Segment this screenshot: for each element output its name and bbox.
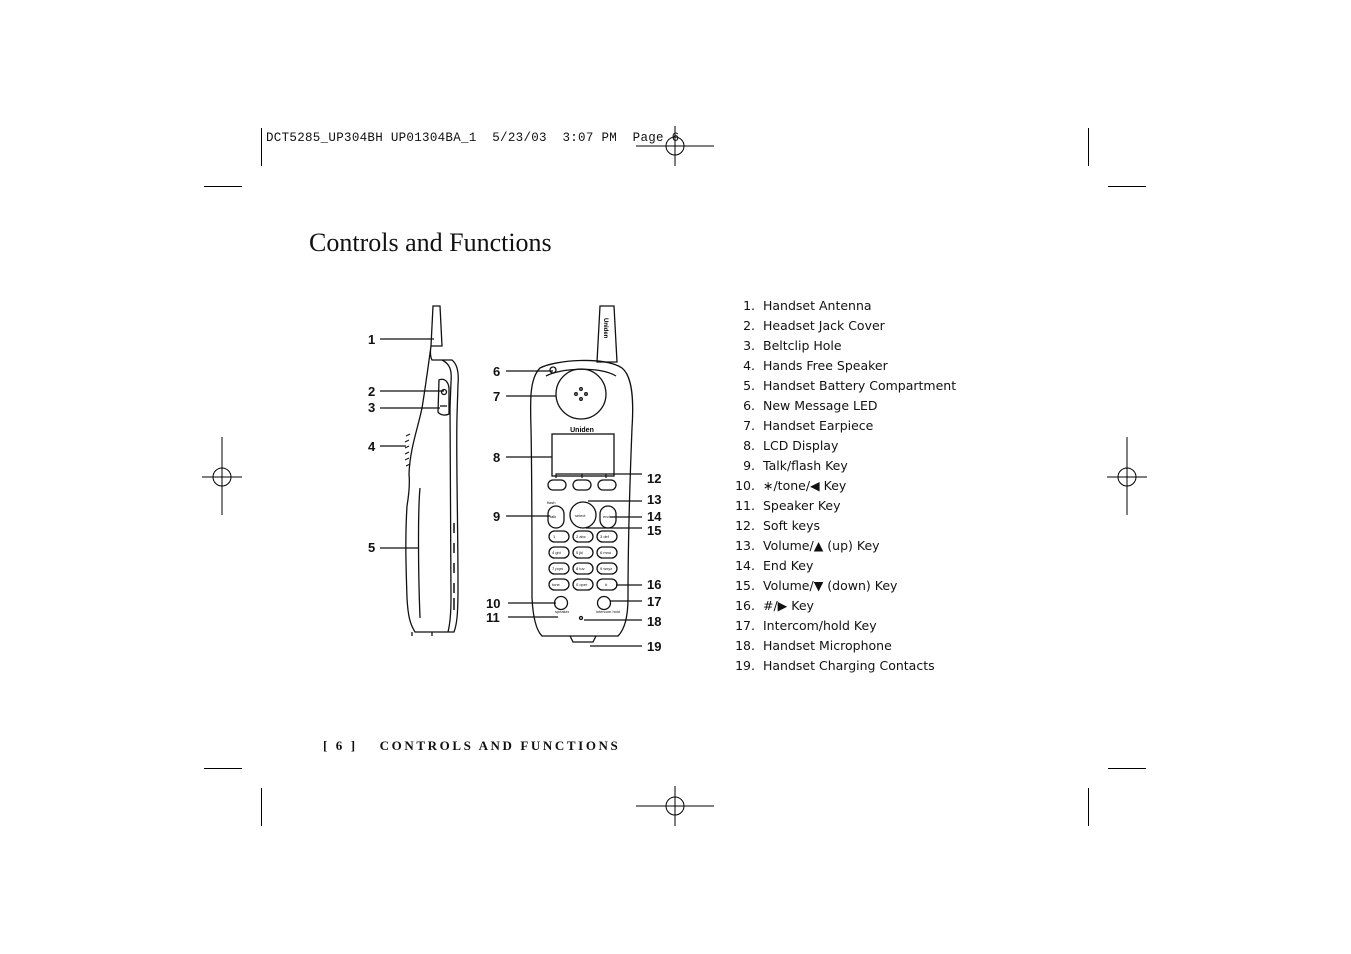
list-item: 4. Hands Free Speaker [743, 358, 888, 373]
list-item: 7. Handset Earpiece [743, 418, 874, 433]
list-item: 1. Handset Antenna [743, 298, 872, 313]
end-key-label: end [603, 514, 610, 519]
page-footer [323, 738, 620, 754]
list-item: 2. Headset Jack Cover [743, 318, 885, 333]
callout-13: 13 [647, 492, 662, 507]
key-2: 2 abc [576, 534, 586, 539]
list-item: 13. Volume/▲ (up) Key [735, 538, 880, 553]
crop-mark [204, 768, 242, 769]
talk-key-label: talk [550, 514, 557, 519]
list-item: 5. Handset Battery Compartment [743, 378, 957, 393]
flash-key-label: flash [547, 500, 556, 505]
page-number: [ 6 ] [323, 738, 358, 753]
list-item: 19. Handset Charging Contacts [735, 658, 935, 673]
list-item: 18. Handset Microphone [735, 638, 892, 653]
callout-19: 19 [647, 639, 662, 654]
section-name: CONTROLS AND FUNCTIONS [379, 738, 621, 753]
key-9: 9 wxyz [600, 566, 613, 571]
key-7: 7 pqrs [552, 566, 564, 571]
handset-side-view [405, 306, 458, 636]
controls-list [730, 296, 956, 676]
list-item: 15. Volume/▼ (down) Key [735, 578, 898, 593]
callout-10: 10 [486, 596, 501, 611]
callout-11: 11 [486, 610, 500, 625]
crop-mark [204, 186, 242, 187]
list-item: 6. New Message LED [743, 398, 878, 413]
callout-14: 14 [647, 509, 662, 524]
callout-9: 9 [493, 509, 501, 524]
list-item: 10. ∗/tone/◀ Key [735, 478, 847, 493]
page-title: Controls and Functions [309, 228, 552, 257]
intercom-key-label: intercom hold [596, 609, 621, 614]
callout-17: 17 [647, 594, 662, 609]
print-slug-line: DCT5285_UP304BH UP01304BA_1 5/23/03 3:07 PM Page 6 [266, 131, 680, 145]
key-6: 6 mno [600, 550, 612, 555]
key-0: 0 oper [576, 582, 588, 587]
list-item: 16. #/▶ Key [735, 598, 814, 613]
callout-6: 6 [493, 364, 501, 379]
crop-mark [261, 128, 262, 166]
handset-diagram [360, 298, 680, 663]
registration-mark-bottom [636, 786, 716, 826]
speaker-key-label: speaker [555, 609, 570, 614]
key-tone: tone [552, 582, 560, 587]
callout-4: 4 [368, 439, 376, 454]
key-3: 3 def [600, 534, 609, 539]
list-item: 11. Speaker Key [735, 498, 841, 513]
crop-mark [1108, 768, 1146, 769]
crop-mark [1088, 128, 1089, 166]
list-item: 14. End Key [735, 558, 814, 573]
callout-15: 15 [647, 523, 662, 538]
list-item: 3. Beltclip Hole [743, 338, 842, 353]
list-item: 12. Soft keys [735, 518, 821, 533]
brand-logo-front: Uniden [570, 427, 594, 434]
crop-mark [1088, 788, 1089, 826]
key-1: 1 [553, 534, 556, 539]
callout-3: 3 [368, 400, 376, 415]
crop-mark [261, 788, 262, 826]
callout-2: 2 [368, 384, 376, 399]
callout-18: 18 [647, 614, 662, 629]
list-item: 8. LCD Display [743, 438, 839, 453]
crop-mark [1108, 186, 1146, 187]
registration-mark-left [202, 437, 242, 517]
list-item: 17. Intercom/hold Key [735, 618, 877, 633]
callout-1: 1 [368, 332, 376, 347]
key-5: 5 jkl [576, 550, 584, 555]
key-hash: # [605, 582, 608, 587]
select-key-label: select [575, 513, 586, 518]
brand-logo-antenna: Uniden [602, 318, 608, 339]
key-4: 4 ghi [552, 550, 561, 555]
callout-16: 16 [647, 577, 662, 592]
registration-mark-right [1107, 437, 1147, 517]
key-8: 8 tuv [576, 566, 585, 571]
callout-7: 7 [493, 389, 501, 404]
list-item: 9. Talk/flash Key [743, 458, 848, 473]
callout-8: 8 [493, 450, 501, 465]
callout-5: 5 [368, 540, 376, 555]
callout-12: 12 [647, 471, 662, 486]
